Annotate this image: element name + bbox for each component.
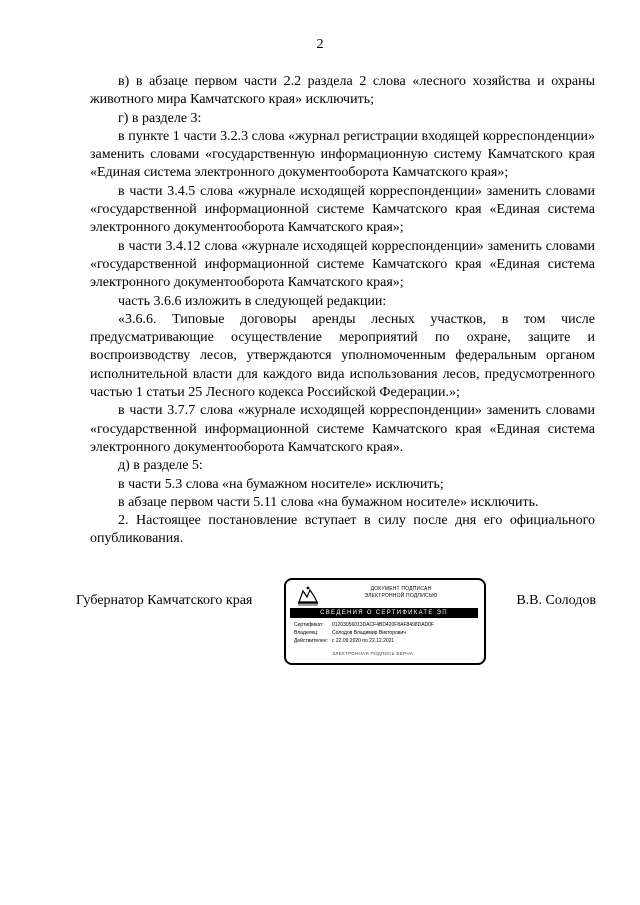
paragraph: 2. Настоящее постановление вступает в силу после дня его официального опубликования. <box>90 513 595 547</box>
electronic-signature-stamp <box>284 578 486 665</box>
paragraph: в абзаце первом части 5.11 слова «на бумажном носителе» исключить. <box>118 494 539 510</box>
stamp-heading <box>326 586 476 600</box>
certificate-value: 01203056013DACF4BD420F8AF8498DAD0F <box>332 622 435 628</box>
coat-of-arms-icon <box>296 585 320 607</box>
paragraph: в части 3.4.5 слова «журнале исходящей корреспонденции» заменить словами «государственной информационной системе Камчатского края «Единая система электронного документооборота Камчатского края»; <box>90 183 595 236</box>
document-body <box>90 73 595 549</box>
stamp-heading-line: ЭЛЕКТРОННОЙ ПОДПИСЬЮ <box>364 593 438 599</box>
validity-value: с 22.09.2020 по 22.12.2021 <box>332 638 395 644</box>
paragraph: в части 5.3 слова «на бумажном носителе» исключить; <box>118 476 444 492</box>
owner-label: Владелец: <box>294 630 319 636</box>
stamp-footer: ЭЛЕКТРОННАЯ ПОДПИСЬ ВЕРНА <box>332 651 414 656</box>
paragraph: г) в разделе 3: <box>118 110 202 126</box>
signer-title: Губернатор Камчатского края <box>76 593 253 608</box>
owner-value: Солодов Владимир Викторович <box>332 630 406 636</box>
paragraph: «3.6.6. Типовые договоры аренды лесных участков, в том числе предусматривающие осуществление мероприятий по охране, защите и воспроизводству лесов, утверждаются уполномоченным федеральным органом исполнительной власти для каждого вида использования лесов, предусмотренного частью 1 статьи 25 Лесного кодекса Российской Федерации.»; <box>90 311 595 401</box>
stamp-owner-row <box>294 630 406 637</box>
stamp-certificate-bar: СВЕДЕНИЯ О СЕРТИФИКАТЕ ЭП <box>290 608 478 618</box>
signer-name: В.В. Солодов <box>516 593 596 608</box>
validity-label: Действителен: <box>294 638 328 644</box>
paragraph: часть 3.6.6 изложить в следующей редакции: <box>118 293 387 309</box>
paragraph: д) в разделе 5: <box>118 458 203 474</box>
stamp-validity-row <box>294 638 394 645</box>
paragraph: в) в абзаце первом части 2.2 раздела 2 слова «лесного хозяйства и охраны животного мира Камчатского края» исключить; <box>90 74 595 108</box>
paragraph: в части 3.4.12 слова «журнале исходящей корреспонденции» заменить словами «государственной информационной системе Камчатского края «Единая система электронного документооборота Камчатского края»; <box>90 238 595 291</box>
stamp-heading-line: ДОКУМЕНТ ПОДПИСАН <box>370 586 432 592</box>
paragraph: в части 3.7.7 слова «журнале исходящей корреспонденции» заменить словами «государственной информационной системе Камчатского края «Единая система электронного документооборота Камчатского края». <box>90 403 595 455</box>
stamp-certificate-row <box>294 622 434 629</box>
paragraph: в пункте 1 части 3.2.3 слова «журнал регистрации входящей корреспонденции» заменить словами «государственную информационную систему Камчатского края «Единая система электронного документооборота Камчатского края»; <box>90 128 595 181</box>
page-number: 2 <box>316 37 324 52</box>
certificate-label: Сертификат: <box>294 622 324 628</box>
